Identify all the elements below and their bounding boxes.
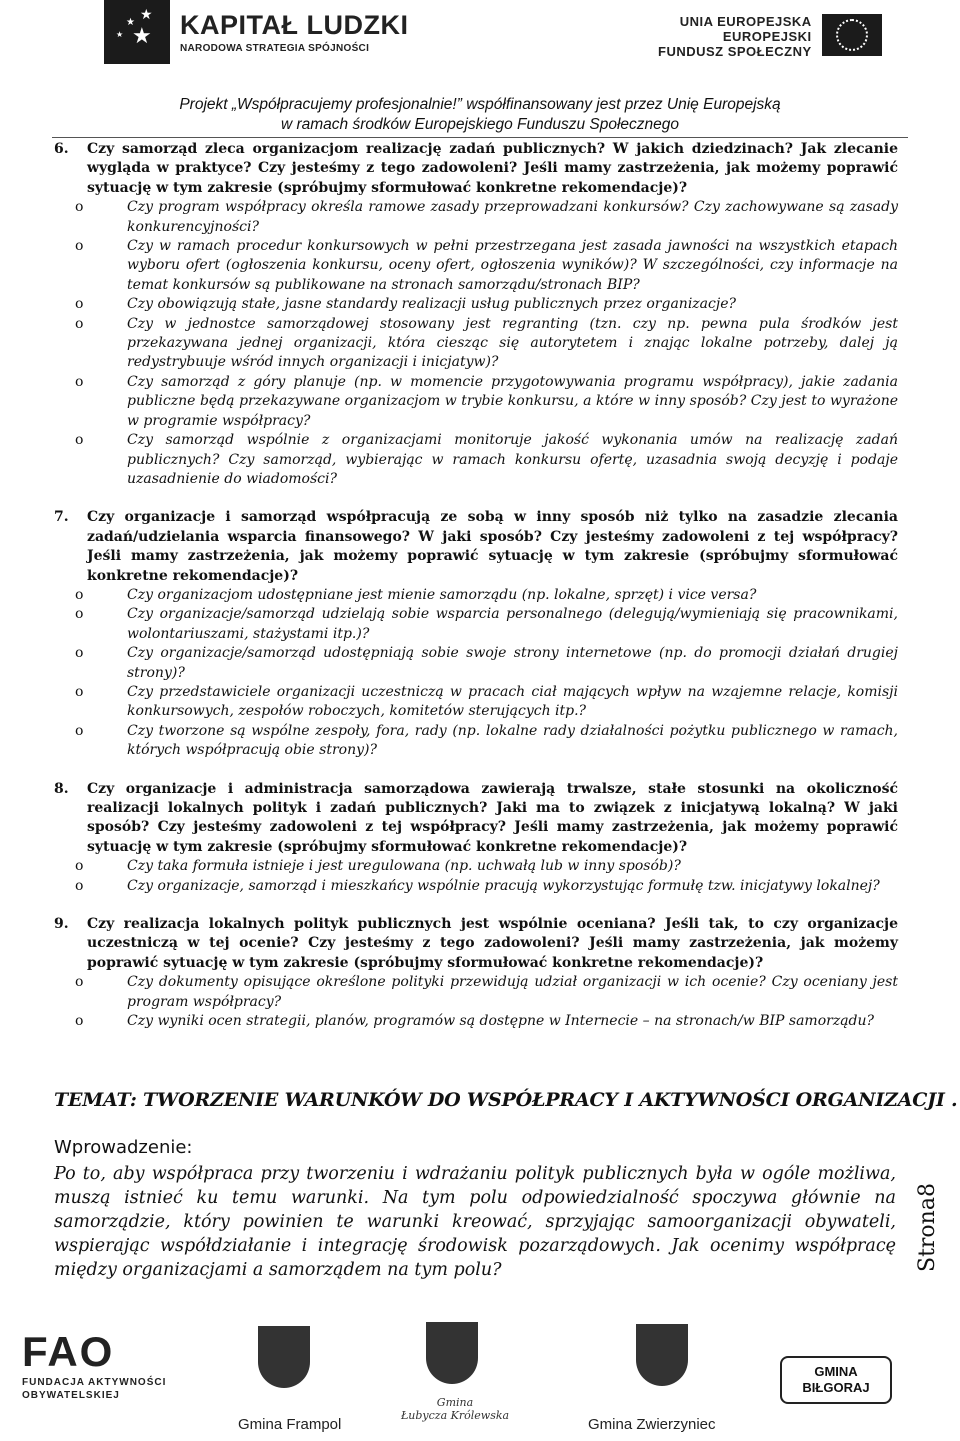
bullet-icon: o [75, 238, 84, 255]
list-item: o Czy taka formuła istnieje i jest uregulowana (np. uchwałą lub w inny sposób)? [54, 857, 898, 876]
question-6 [54, 140, 898, 489]
page-footer [0, 1320, 960, 1441]
bullet-icon: o [75, 199, 84, 216]
question-9 [54, 915, 898, 1031]
eu-logo [658, 14, 882, 59]
frampol-crest-icon [258, 1326, 310, 1388]
question-number: 8. [54, 780, 69, 797]
kapital-ludzki-emblem: ★ ★ ★ ★ [104, 0, 170, 64]
gmina-zwierzyniec-label: Gmina Zwierzyniec [588, 1416, 716, 1433]
list-item: o Czy obowiązują stałe, jasne standardy realizacji usług publicznych przez organizacje? [54, 295, 898, 314]
bullet-icon: o [75, 645, 84, 662]
list-item: o Czy przedstawiciele organizacji uczestniczą w pracach ciał mających wpływ na wzajemne relacje, komisji konkursowych, zespołów roboczych, komitetów sterujących itp.? [54, 683, 898, 722]
bullet-icon: o [75, 315, 84, 332]
list-item: o Czy tworzone są wspólne zespoły, fora, rady (np. lokalne rady działalności pożytku publicznego w ramach, których współpracują obie strony)? [54, 722, 898, 761]
bullet-icon: o [75, 296, 84, 313]
bullet-icon: o [75, 586, 84, 603]
question-text: Czy organizacje i administracja samorządowa zawierają trwalsze, stałe stosunki na okoliczność realizacji lokalnych polityk i zadań publicznych? Jaki ma to związek z inicjatywą lokalną? W jaki sposób? Czy jesteśmy zadowoleni z tej współpracy? Jeśli mamy zastrzeżenia, jak możemy poprawić sytuację w tym zakresie (spróbujmy sformułować konkretne rekomendacje)? [87, 780, 898, 855]
list-item: o Czy samorząd wspólnie z organizacjami monitoruje jakość wykonania umów na realizację zadań publicznych? Czy samorząd, wybierając w ramach konkursu ofertę, uzasadnia swoją decyzję i podaje uzasadnienie do wiadomości? [54, 431, 898, 489]
list-item: o Czy dokumenty opisujące określone polityki przewidują udział organizacji w ich ocenie? Czy oceniany jest program współpracy? [54, 973, 898, 1012]
list-item: o Czy organizacje/samorząd udostępniają sobie swoje strony internetowe (np. do promocji działań drugiej strony)? [54, 644, 898, 683]
fao-line-1: FUNDACJA AKTYWNOŚCI [22, 1377, 167, 1388]
gmina-bilgoraj-logo: GMINA BIŁGORAJ [780, 1356, 892, 1404]
eu-flag-icon [822, 14, 882, 56]
bullet-icon: o [75, 606, 84, 623]
list-item: o Czy w ramach procedur konkursowych w pełni przestrzegana jest zasada jawności na wszystkich etapach wyboru ofert (ogłoszenia konkursu, oceny ofert, ogłoszenia wyników)? W szczególności, czy informacje na temat konkursów są publikowane na stronach samorządu/stronach BIP? [54, 237, 898, 295]
question-8 [54, 780, 898, 896]
gmina-frampol-label: Gmina Frampol [238, 1416, 342, 1433]
gmina-lubycza-label: Gmina Łubycza Królewska [400, 1396, 510, 1422]
project-line-2: w ramach środków Europejskiego Funduszu Społecznego [280, 116, 680, 133]
question-text: Czy organizacje i samorząd współpracują ze sobą w inny sposób niż tylko na zasadzie zlecania zadań/udzielania wsparcia finansowego? W jaki sposób? Czy jesteśmy zadowoleni z tej współpracy? Jeśli mamy zastrzeżenia, jak możemy poprawić sytuację w tym zakresie (spróbujmy sformułować konkretne rekomendacje)? [87, 509, 898, 584]
question-number: 9. [54, 916, 69, 933]
list-item: o Czy organizacje, samorząd i mieszkańcy wspólnie pracują wykorzystując formułę tzw. inicjatywy lokalnej? [54, 877, 898, 896]
intro-heading: Wprowadzenie: [54, 1137, 193, 1158]
eu-logo-line2: EUROPEJSKI [722, 29, 812, 44]
list-item: o Czy organizacje/samorząd udzielają sobie wsparcia personalnego (delegują/wymieniają się pracownikami, wolontariuszami, stażystami itp.)? [54, 605, 898, 644]
bullet-icon: o [75, 858, 84, 875]
fao-line-2: OBYWATELSKIEJ [22, 1390, 120, 1401]
list-item: o Czy wyniki ocen strategii, planów, programów są dostępne w Internecie – na stronach/w BIP samorządu? [54, 1012, 898, 1031]
kapital-ludzki-logo [104, 0, 408, 64]
question-text: Czy realizacja lokalnych polityk publicznych jest wspólnie oceniana? Jeśli tak, to czy organizacje uczestniczą w tej ocenie? Czy jesteśmy z tego zadowoleni? Jeśli mamy zastrzeżenia, jak możemy poprawić sytuację w tym zakresie (spróbujmy sformułować konkretne rekomendacje)? [87, 916, 898, 971]
project-line-1: Projekt „Współpracujemy profesjonalnie!” współfinansowany jest przez Unię Europejską [179, 96, 781, 113]
question-text: Czy samorząd zleca organizacjom realizację zadań publicznych? W jakich dziedzinach? Jak zlecanie wygląda w praktyce? Czy jesteśmy z tego zadowoleni? Jeśli mamy zastrzeżenia, jak możemy poprawić sytuację w tym zakresie (spróbujmy sformułować konkretne rekomendacje)? [87, 141, 898, 196]
questions-section [54, 140, 898, 1031]
intro-paragraph: Po to, aby współpraca przy tworzeniu i wdrażaniu polityk publicznych była w ogóle możliwa, muszą istnieć ku temu warunki. Na tym polu odpowiedzialność spoczywa głównie na samorządzie, który powinien te warunki kreować, sprzyjając samoorganizacji obywateli, wspierając współdziałanie i integrację środowisk pozarządowych. Jak ocenimy współpracę między organizacjami a samorządem na tym polu? [54, 1164, 896, 1280]
question-number: 7. [54, 509, 69, 526]
list-item: o Czy program współpracy określa ramowe zasady przeprowadzani konkursów? Czy zachowywane są zasady konkurencyjności? [54, 198, 898, 237]
bullet-icon: o [75, 1013, 84, 1030]
eu-logo-line3: FUNDUSZ SPOŁECZNY [658, 44, 812, 59]
zwierzyniec-crest-icon [636, 1324, 688, 1386]
bullet-icon: o [75, 877, 84, 894]
question-7 [54, 508, 898, 760]
page-number: Strona8 [915, 1183, 940, 1272]
bullet-icon: o [75, 432, 84, 449]
kapital-ludzki-title: KAPITAŁ LUDZKI [180, 10, 409, 40]
kapital-ludzki-subtitle: NARODOWA STRATEGIA SPÓJNOŚCI [180, 43, 370, 54]
bullet-icon: o [75, 722, 84, 739]
theme-heading: TEMAT: TWORZENIE WARUNKÓW DO WSPÓŁPRACY I AKTYWNOŚCI ORGANIZACJI . [54, 1089, 958, 1111]
list-item: o Czy w jednostce samorządowej stosowany jest regranting (tzn. czy np. pewna pula środków jest przekazywana jednej organizacji, która ciesząc się autorytetem i znając lokalne potrzeby, dalej ją redystrybuuje wśród innych organizacji i inicjatyw)? [54, 315, 898, 373]
question-number: 6. [54, 141, 69, 157]
eu-logo-line1: UNIA EUROPEJSKA [679, 14, 812, 29]
fao-mark: FAO [22, 1328, 115, 1375]
bullet-icon: o [75, 974, 84, 991]
list-item: o Czy organizacjom udostępniane jest mienie samorządu (np. lokalne, sprzęt) i vice versa? [54, 586, 898, 605]
bullet-icon: o [75, 373, 84, 390]
lubycza-crest-icon [426, 1322, 478, 1384]
fao-logo [22, 1328, 182, 1402]
project-info [0, 95, 960, 135]
bullet-icon: o [75, 683, 84, 700]
header-divider [52, 137, 908, 138]
page-header [0, 0, 960, 140]
list-item: o Czy samorząd z góry planuje (np. w momencie przygotowywania programu współpracy), jakie zadania publiczne będą przekazywane organizacjom w trybie konkursu, a które w inny sposób? Czy jest to wyrażone w programie współpracy? [54, 373, 898, 431]
